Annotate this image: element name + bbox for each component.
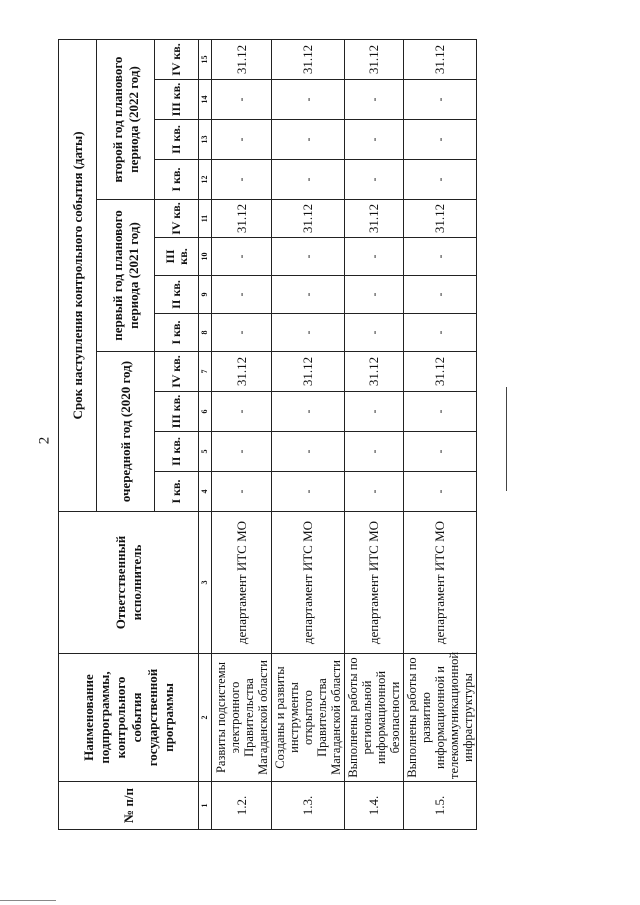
column-number: 12 <box>199 160 212 200</box>
quarter-value: - <box>272 238 345 276</box>
footer-rule <box>0 900 56 901</box>
quarter-value: 31.12 <box>345 39 404 79</box>
quarter-value: - <box>404 160 477 200</box>
control-events-table <box>58 39 477 830</box>
quarter-value: - <box>272 80 345 120</box>
quarter-value: 31.12 <box>404 39 477 79</box>
quarter-value: - <box>404 472 477 512</box>
quarter-value: - <box>212 160 272 200</box>
quarter-value: - <box>345 80 404 120</box>
quarter-header: III кв. <box>155 80 199 120</box>
header-responsible: Ответственный исполнитель <box>59 512 199 654</box>
event-name: Созданы и развиты инструменты открытого Правительства Магаданской области <box>272 654 345 782</box>
quarter-value: - <box>272 314 345 352</box>
quarter-value: - <box>345 314 404 352</box>
quarter-value: 31.12 <box>272 352 345 392</box>
quarter-value: - <box>345 160 404 200</box>
column-number: 14 <box>199 80 212 120</box>
quarter-value: - <box>404 314 477 352</box>
column-number: 11 <box>199 200 212 238</box>
column-number: 10 <box>199 238 212 276</box>
quarter-value: - <box>404 432 477 472</box>
column-number: 4 <box>199 472 212 512</box>
column-number: 13 <box>199 120 212 160</box>
page-number: 2 <box>36 436 53 445</box>
header-year-2020: очередной год (2020 год) <box>97 352 155 512</box>
quarter-value: - <box>345 276 404 314</box>
quarter-value: - <box>345 120 404 160</box>
event-name: Выполнены работы по региональной информационной безопасности <box>345 654 404 782</box>
control-events-table-wrapper <box>58 40 475 830</box>
row-number: 1.5. <box>404 782 477 830</box>
quarter-value: - <box>345 392 404 432</box>
quarter-value: 31.12 <box>212 352 272 392</box>
header-period: Срок наступления контрольного события (даты) <box>59 39 97 511</box>
row-number: 1.4. <box>345 782 404 830</box>
quarter-value: - <box>212 238 272 276</box>
quarter-value: - <box>212 392 272 432</box>
quarter-header: I кв. <box>155 314 199 352</box>
quarter-value: - <box>404 238 477 276</box>
responsible: департамент ИТС МО <box>404 512 477 654</box>
quarter-header: IV кв. <box>155 39 199 79</box>
row-number: 1.2. <box>212 782 272 830</box>
quarter-value: - <box>212 472 272 512</box>
quarter-header: II кв. <box>155 432 199 472</box>
column-number: 2 <box>199 654 212 782</box>
column-number-row <box>199 39 212 829</box>
column-number: 7 <box>199 352 212 392</box>
column-number: 5 <box>199 432 212 472</box>
column-number: 3 <box>199 512 212 654</box>
quarter-value: - <box>272 472 345 512</box>
quarter-value: - <box>345 432 404 472</box>
quarter-value: 31.12 <box>272 200 345 238</box>
quarter-value: - <box>272 432 345 472</box>
column-number: 1 <box>199 782 212 830</box>
responsible: департамент ИТС МО <box>212 512 272 654</box>
column-number: 8 <box>199 314 212 352</box>
quarter-value: - <box>212 80 272 120</box>
quarter-value: - <box>345 472 404 512</box>
quarter-value: 31.12 <box>345 200 404 238</box>
event-name: Развиты подсистемы электронного Правительства Магаданской области <box>212 654 272 782</box>
quarter-value: - <box>404 120 477 160</box>
quarter-value: 31.12 <box>212 200 272 238</box>
quarter-value: 31.12 <box>404 200 477 238</box>
table-row <box>345 39 404 829</box>
responsible: департамент ИТС МО <box>345 512 404 654</box>
quarter-value: - <box>404 80 477 120</box>
quarter-value: - <box>212 276 272 314</box>
quarter-header: III кв. <box>155 238 199 276</box>
quarter-value: - <box>404 276 477 314</box>
event-name: Выполнены работы по развитию информационной и телекоммуникационной инфраструктуры <box>404 654 477 782</box>
responsible: департамент ИТС МО <box>272 512 345 654</box>
quarter-header: I кв. <box>155 160 199 200</box>
table-row <box>404 39 477 829</box>
quarter-value: - <box>345 238 404 276</box>
header-year-2021: первый год планового периода (2021 год) <box>97 200 155 352</box>
quarter-value: 31.12 <box>404 352 477 392</box>
header-name: Наименование подпрограммы, контрольного события государственной программы <box>59 654 199 782</box>
quarter-value: - <box>272 392 345 432</box>
quarter-value: 31.12 <box>272 39 345 79</box>
quarter-value: - <box>272 276 345 314</box>
header-year-2022: второй год планового периода (2022 год) <box>97 39 155 199</box>
quarter-value: - <box>212 120 272 160</box>
quarter-value: - <box>272 160 345 200</box>
header-num: № п/п <box>59 782 199 830</box>
quarter-header: II кв. <box>155 276 199 314</box>
quarter-value: - <box>212 314 272 352</box>
quarter-value: 31.12 <box>212 39 272 79</box>
quarter-header: IV кв. <box>155 352 199 392</box>
column-number: 6 <box>199 392 212 432</box>
column-number: 15 <box>199 39 212 79</box>
table-row <box>272 39 345 829</box>
column-number: 9 <box>199 276 212 314</box>
table-row <box>212 39 272 829</box>
quarter-header: III кв. <box>155 392 199 432</box>
quarter-value: - <box>272 120 345 160</box>
quarter-value: - <box>404 392 477 432</box>
separator-line <box>506 387 507 491</box>
rotated-table-container <box>58 40 475 830</box>
quarter-header: I кв. <box>155 472 199 512</box>
quarter-value: 31.12 <box>345 352 404 392</box>
quarter-value: - <box>212 432 272 472</box>
quarter-header: II кв. <box>155 120 199 160</box>
row-number: 1.3. <box>272 782 345 830</box>
quarter-header: IV кв. <box>155 200 199 238</box>
